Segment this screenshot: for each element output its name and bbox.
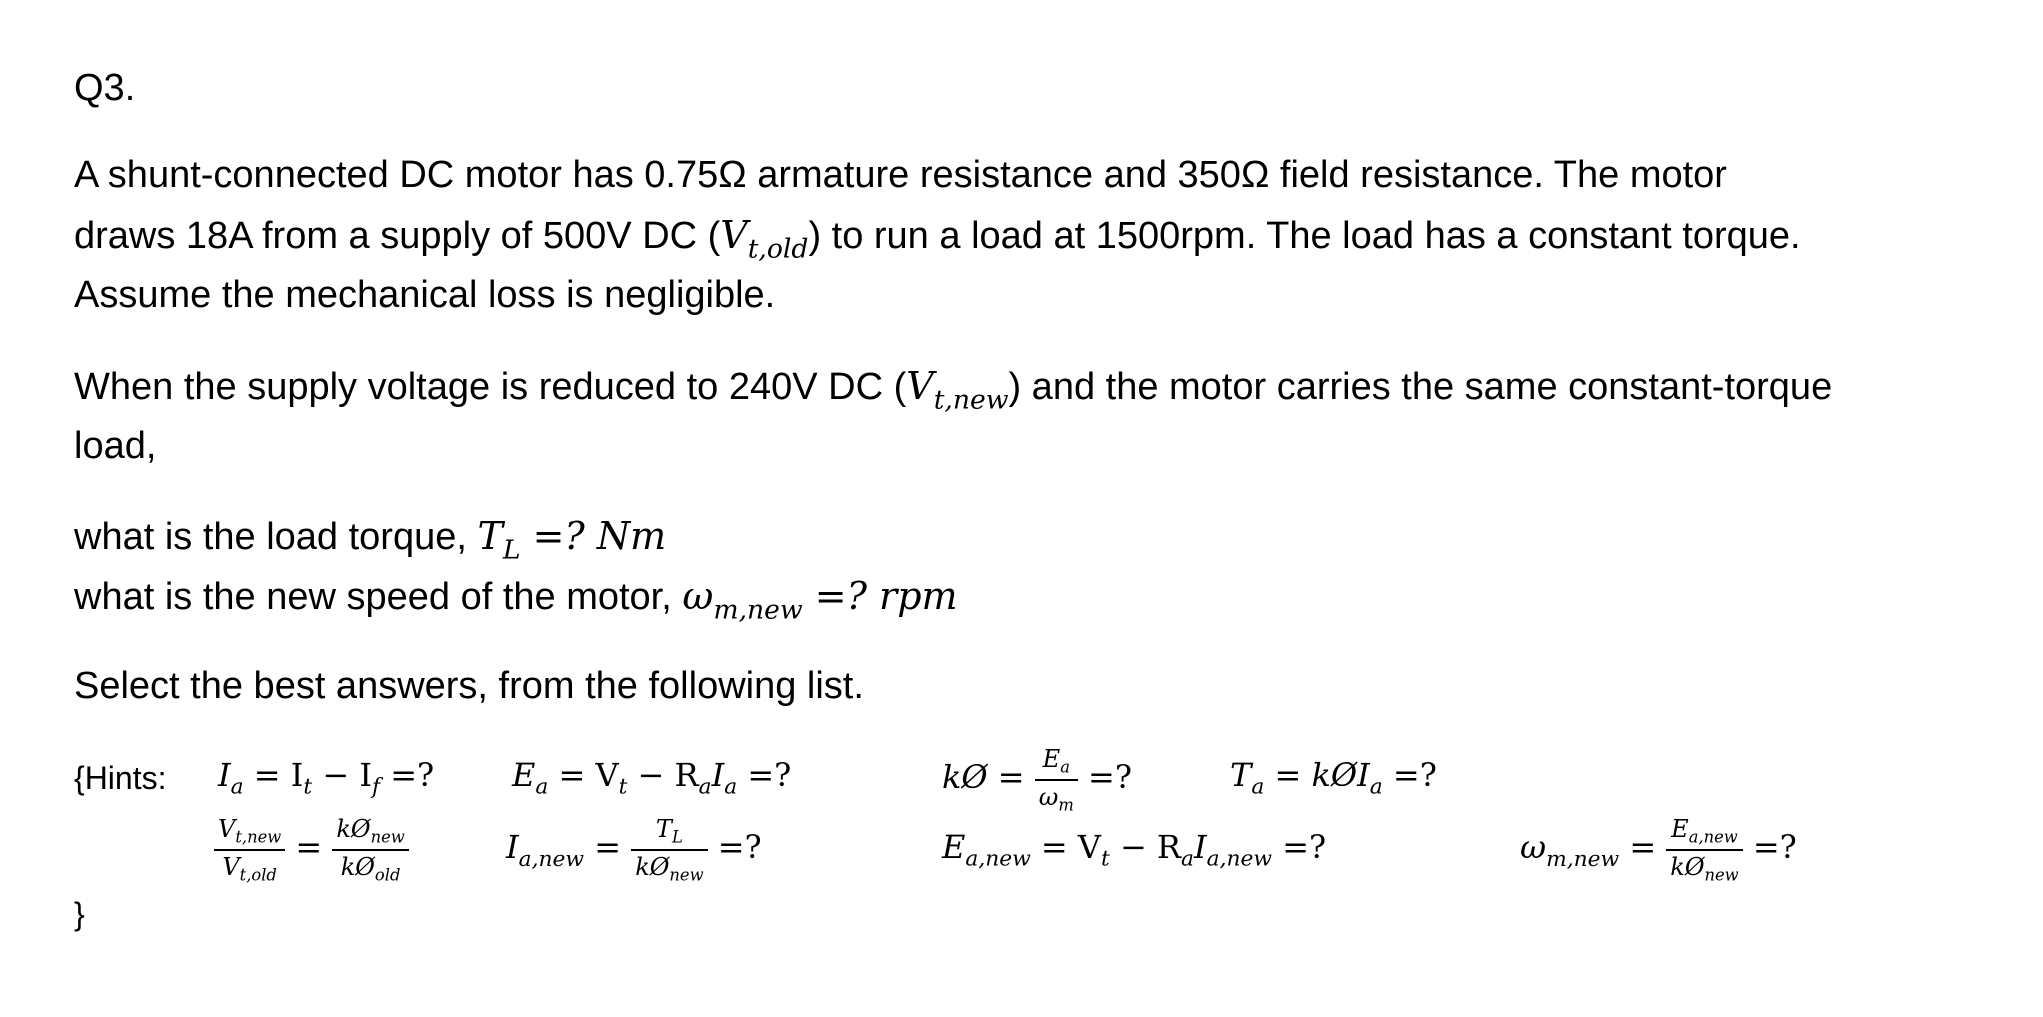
math-unit: =? rpm bbox=[802, 574, 958, 618]
paragraph-line bbox=[74, 356, 1832, 430]
question-new-speed bbox=[74, 566, 958, 640]
text-segment: draws 18A from a supply of 500V DC ( bbox=[74, 215, 721, 257]
text-segment: ) and the motor carries the same constant-torque bbox=[1008, 366, 1833, 408]
math-subscript: m,new bbox=[713, 594, 803, 626]
hint-back-emf: $E_a = V_t - R_aI_a$ =? bbox=[512, 756, 792, 800]
hint-new-back-emf: $E_{a,new} = V_t - R_aI_{a,new}$ =? bbox=[942, 828, 1327, 872]
paragraph-line: A shunt-connected DC motor has 0.75Ω armature resistance and 350Ω field resistance. The motor bbox=[74, 154, 1727, 196]
paragraph-line: Assume the mechanical loss is negligible. bbox=[74, 274, 776, 316]
text-segment: what is the load torque, bbox=[74, 516, 478, 558]
math-symbol: T bbox=[477, 514, 503, 558]
math-subscript: t,new bbox=[933, 384, 1009, 416]
hint-new-armature-current: $I_{a,new}$ = $\frac{T_L}{kØ_{new}}$ =? bbox=[506, 815, 762, 885]
question-label: Q3. bbox=[74, 67, 136, 109]
hints-close: } bbox=[74, 896, 85, 932]
math-symbol: V bbox=[906, 364, 934, 408]
text-segment: what is the new speed of the motor, bbox=[74, 576, 683, 618]
hint-armature-torque: $T_a$ = kØI$_a$ =? bbox=[1230, 756, 1437, 800]
instruction-text: Select the best answers, from the following list. bbox=[74, 665, 864, 707]
math-subscript: L bbox=[502, 534, 521, 566]
math-subscript: t,old bbox=[747, 233, 809, 265]
math-symbol: ω bbox=[682, 574, 714, 618]
hint-armature-current: $I_a = I_t - I_f$ =? bbox=[218, 756, 435, 800]
hint-voltage-flux-ratio: $\frac{V_{t,new}}{V_{t,old}}$ = $\frac{kØ_{new}}{kØ_{old}}$ bbox=[214, 815, 409, 884]
paragraph-line: load, bbox=[74, 425, 157, 467]
hint-flux-constant: kØ = $\frac{E_a}{\omega_m}$ =? bbox=[942, 745, 1132, 815]
hint-new-speed: $\omega_{m,new}$ = $\frac{E_{a,new}}{kØ_{new}}$ =? bbox=[1520, 815, 1797, 885]
math-unit: =? Nm bbox=[520, 514, 667, 558]
text-segment: When the supply voltage is reduced to 240V DC ( bbox=[74, 366, 907, 408]
text-segment: ) to run a load at 1500rpm. The load has a constant torque. bbox=[808, 215, 1801, 257]
hints-open: {Hints: bbox=[74, 760, 167, 796]
math-symbol: V bbox=[720, 213, 748, 257]
